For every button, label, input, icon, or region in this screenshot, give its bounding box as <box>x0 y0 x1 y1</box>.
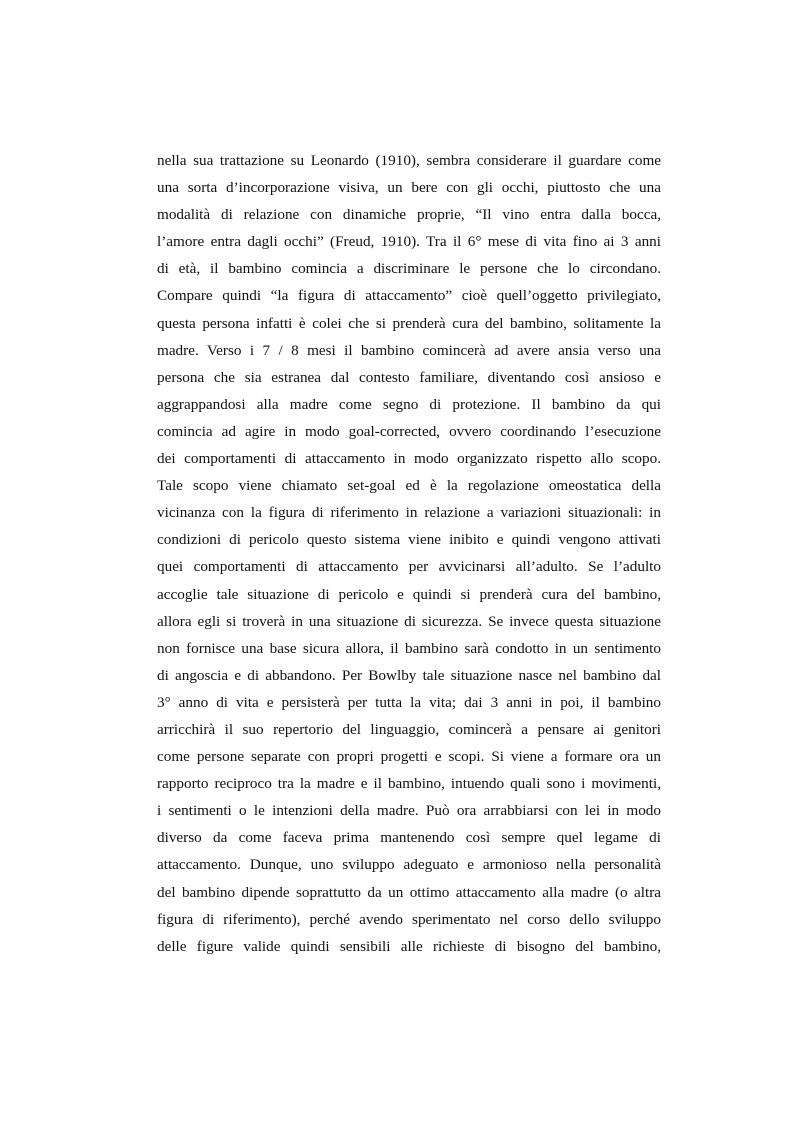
text-line: accoglie tale situazione di pericolo e quindi si prenderà cura del bambino, <box>157 585 661 603</box>
text-line: dei comportamenti di attaccamento in modo organizzato rispetto allo scopo. <box>157 450 661 468</box>
text-line: persona che sia estranea dal contesto familiare, diventando così ansioso e <box>157 368 661 386</box>
text-line: delle figure valide quindi sensibili alle richieste di bisogno del bambino, <box>157 937 661 955</box>
text-line: diverso da come faceva prima mantenendo così sempre quel legame di <box>157 829 661 847</box>
text-line: modalità di relazione con dinamiche proprie, “Il vino entra dalla bocca, <box>157 206 661 224</box>
text-line: i sentimenti o le intenzioni della madre. Può ora arrabbiarsi con lei in modo <box>157 802 661 820</box>
text-line: comincia ad agire in modo goal-corrected, ovvero coordinando l’esecuzione <box>157 422 661 440</box>
text-line: arricchirà il suo repertorio del linguaggio, comincerà a pensare ai genitori <box>157 720 661 738</box>
text-line: come persone separate con propri progetti e scopi. Si viene a formare ora un <box>157 748 661 766</box>
text-line: di angoscia e di abbandono. Per Bowlby tale situazione nasce nel bambino dal <box>157 666 661 684</box>
text-line: madre. Verso i 7 / 8 mesi il bambino comincerà ad avere ansia verso una <box>157 341 661 359</box>
body-paragraph <box>157 147 661 960</box>
text-line: allora egli si troverà in una situazione di sicurezza. Se invece questa situazione <box>157 612 661 630</box>
text-line: nella sua trattazione su Leonardo (1910), sembra considerare il guardare come <box>157 152 661 169</box>
text-line: rapporto reciproco tra la madre e il bambino, intuendo quali sono i movimenti, <box>157 775 661 793</box>
text-line: figura di riferimento), perché avendo sperimentato nel corso dello sviluppo <box>157 910 661 928</box>
text-line: Compare quindi “la figura di attaccamento” cioè quell’oggetto privilegiato, <box>157 287 661 305</box>
text-line: condizioni di pericolo questo sistema viene inibito e quindi vengono attivati <box>157 531 661 549</box>
text-line: attaccamento. Dunque, uno sviluppo adeguato e armonioso nella personalità <box>157 856 661 874</box>
text-line: una sorta d’incorporazione visiva, un bere con gli occhi, piuttosto che una <box>157 179 661 197</box>
text-line: del bambino dipende soprattutto da un ottimo attaccamento alla madre (o altra <box>157 883 661 901</box>
text-line: Tale scopo viene chiamato set-goal ed è la regolazione omeostatica della <box>157 477 661 495</box>
text-line: di età, il bambino comincia a discriminare le persone che lo circondano. <box>157 260 661 278</box>
text-line: questa persona infatti è colei che si prenderà cura del bambino, solitamente la <box>157 314 661 332</box>
text-line: non fornisce una base sicura allora, il bambino sarà condotto in un sentimento <box>157 639 661 657</box>
text-line: 3° anno di vita e persisterà per tutta la vita; dai 3 anni in poi, il bambino <box>157 693 661 711</box>
text-line: l’amore entra dagli occhi” (Freud, 1910). Tra il 6° mese di vita fino ai 3 anni <box>157 233 661 251</box>
text-line: quei comportamenti di attaccamento per avvicinarsi all’adulto. Se l’adulto <box>157 558 661 576</box>
text-line: vicinanza con la figura di riferimento in relazione a variazioni situazionali: in <box>157 504 661 522</box>
text-line: aggrappandosi alla madre come segno di protezione. Il bambino da qui <box>157 395 661 413</box>
